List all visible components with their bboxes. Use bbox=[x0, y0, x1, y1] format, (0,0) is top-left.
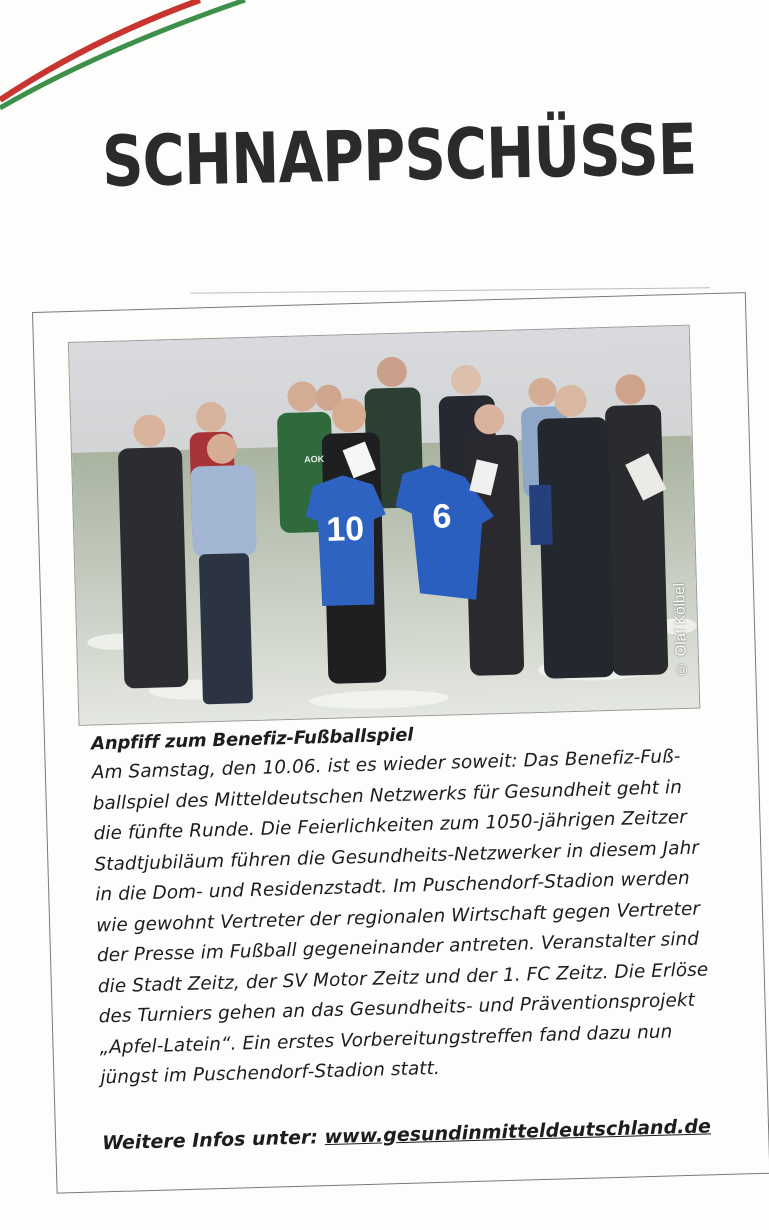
body-line: des Turniers gehen an das Gesundheits- und Präventionsprojekt bbox=[98, 989, 696, 1028]
body-line: in die Dom- und Residenzstadt. Im Puschendorf-Stadion werden bbox=[95, 867, 691, 906]
svg-text:AOK: AOK bbox=[304, 453, 325, 465]
body-line: Stadtjubiläum führen die Gesundheits-Netzwerker in diesem Jahr bbox=[94, 837, 700, 875]
more-info bbox=[102, 1114, 732, 1154]
body-line: der Presse im Fußball gegeneinander antreten. Veranstalter sind bbox=[96, 928, 700, 967]
article-frame bbox=[32, 292, 769, 1194]
section-headline: SCHNAPPSCHÜSSE bbox=[101, 108, 697, 203]
website-link[interactable]: www.gesundinmitteldeutschland.de bbox=[324, 1114, 712, 1148]
body-line: die fünfte Runde. Die Feierlichkeiten zum 1050-jährigen Zeitzer bbox=[93, 806, 688, 845]
svg-text:6: 6 bbox=[431, 497, 452, 536]
body-line: „Apfel-Latein“. Ein erstes Vorbereitungstreffen fand dazu nun bbox=[99, 1020, 673, 1058]
photo-illustration bbox=[69, 326, 699, 725]
svg-text:10: 10 bbox=[325, 509, 365, 549]
body-line: die Stadt Zeitz, der SV Motor Zeitz und der 1. FC Zeitz. Die Erlöse bbox=[97, 958, 709, 997]
divider bbox=[190, 287, 710, 293]
photo-credit: © Olaf Kölbel bbox=[670, 583, 691, 679]
body-line: ballspiel des Mitteldeutschen Netzwerks für Gesundheit geht in bbox=[92, 776, 683, 814]
body-line: wie gewohnt Vertreter der regionalen Wirtschaft gegen Vertreter bbox=[95, 898, 701, 936]
article-body bbox=[91, 741, 730, 1094]
article-title: Anpfiff zum Benefiz-Fußballspiel bbox=[90, 724, 414, 755]
article bbox=[91, 716, 732, 1154]
more-info-label: Weitere Infos unter: bbox=[101, 1125, 325, 1154]
body-line: Am Samstag, den 10.06. ist es wieder soweit: Das Benefiz-Fuß- bbox=[91, 746, 681, 784]
group-photo bbox=[68, 325, 700, 726]
body-line: jüngst im Puschendorf-Stadion statt. bbox=[100, 1057, 441, 1089]
